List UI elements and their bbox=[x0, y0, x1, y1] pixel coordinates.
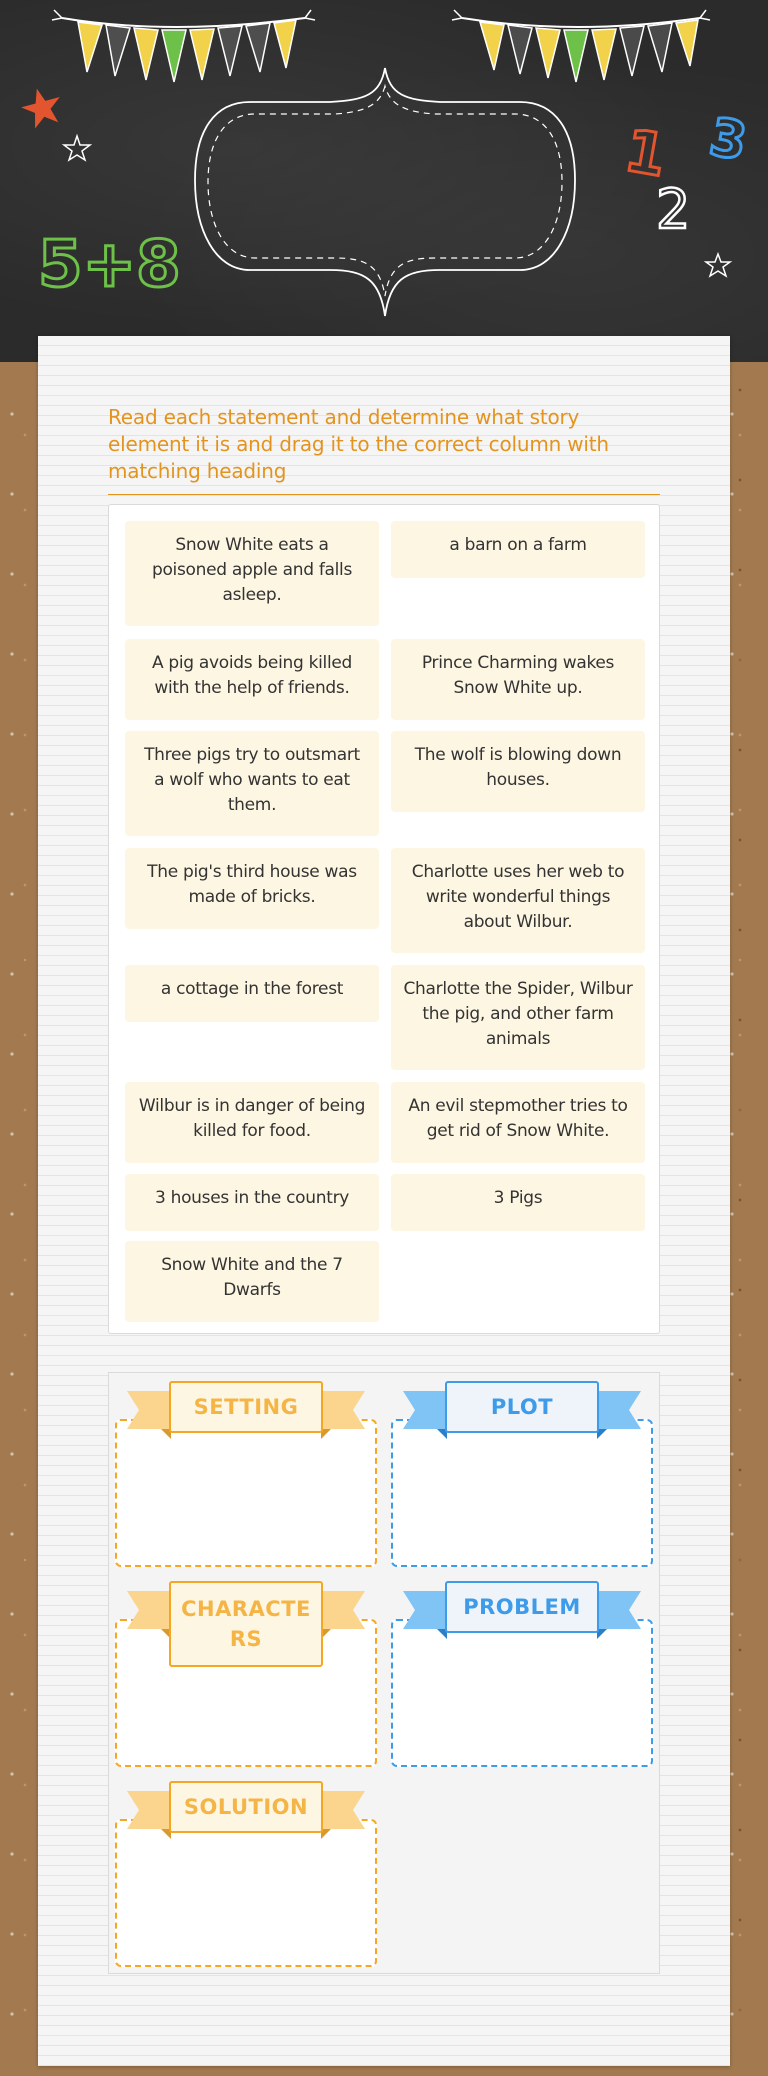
drop-zone-solution[interactable] bbox=[109, 1773, 377, 1953]
draggable-card[interactable]: Wilbur is in danger of being killed for food. bbox=[125, 1082, 379, 1163]
bunting-left-icon bbox=[52, 10, 315, 82]
heading-divider bbox=[108, 494, 660, 495]
draggable-card[interactable]: a barn on a farm bbox=[391, 521, 645, 578]
drop-zone-area bbox=[108, 1372, 660, 1974]
number-three-icon: 3 bbox=[705, 107, 752, 173]
star-outline-icon bbox=[64, 136, 90, 160]
zone-heading-plot: PLOT bbox=[445, 1381, 599, 1433]
zone-heading-setting: SETTING bbox=[169, 1381, 323, 1433]
draggable-card[interactable]: 3 houses in the country bbox=[125, 1174, 379, 1231]
draggable-card[interactable]: Charlotte the Spider, Wilbur the pig, and other farm animals bbox=[391, 965, 645, 1070]
zone-heading-problem: PROBLEM bbox=[445, 1581, 599, 1633]
chalk-frame-icon bbox=[195, 68, 575, 316]
draggable-card[interactable]: Prince Charming wakes Snow White up. bbox=[391, 639, 645, 720]
drop-zone-characters[interactable] bbox=[109, 1573, 377, 1753]
zone-heading-characters: CHARACTE RS bbox=[169, 1581, 323, 1667]
chalkboard-decoration bbox=[0, 0, 768, 362]
drop-zone-plot[interactable] bbox=[385, 1373, 653, 1553]
card-bank bbox=[108, 504, 660, 1334]
draggable-card[interactable]: Three pigs try to outsmart a wolf who wants to eat them. bbox=[125, 731, 379, 836]
digit-five-icon: 5+8 bbox=[38, 228, 181, 302]
number-two-icon: 2 bbox=[656, 178, 691, 241]
instruction-heading: Read each statement and determine what story element it is and drag it to the correct column with matching heading bbox=[108, 405, 609, 483]
draggable-card[interactable]: Snow White and the 7 Dwarfs bbox=[125, 1241, 379, 1322]
chalkboard-header bbox=[0, 0, 768, 362]
star-red-icon bbox=[18, 84, 66, 131]
draggable-card[interactable]: The wolf is blowing down houses. bbox=[391, 731, 645, 812]
draggable-card[interactable]: The pig's third house was made of bricks. bbox=[125, 848, 379, 929]
bunting-right-icon bbox=[452, 10, 710, 82]
number-one-icon: 1 bbox=[619, 116, 672, 191]
zone-heading-solution: SOLUTION bbox=[169, 1781, 323, 1833]
draggable-card[interactable]: a cottage in the forest bbox=[125, 965, 379, 1022]
drop-zone-problem[interactable] bbox=[385, 1573, 653, 1753]
draggable-card[interactable]: An evil stepmother tries to get rid of Snow White. bbox=[391, 1082, 645, 1163]
draggable-card[interactable]: 3 Pigs bbox=[391, 1174, 645, 1231]
drop-zone-setting[interactable] bbox=[109, 1373, 377, 1553]
star-outline-icon bbox=[706, 254, 730, 276]
draggable-card[interactable]: Charlotte uses her web to write wonderful things about Wilbur. bbox=[391, 848, 645, 953]
draggable-card[interactable]: A pig avoids being killed with the help of friends. bbox=[125, 639, 379, 720]
draggable-card[interactable]: Snow White eats a poisoned apple and falls asleep. bbox=[125, 521, 379, 626]
